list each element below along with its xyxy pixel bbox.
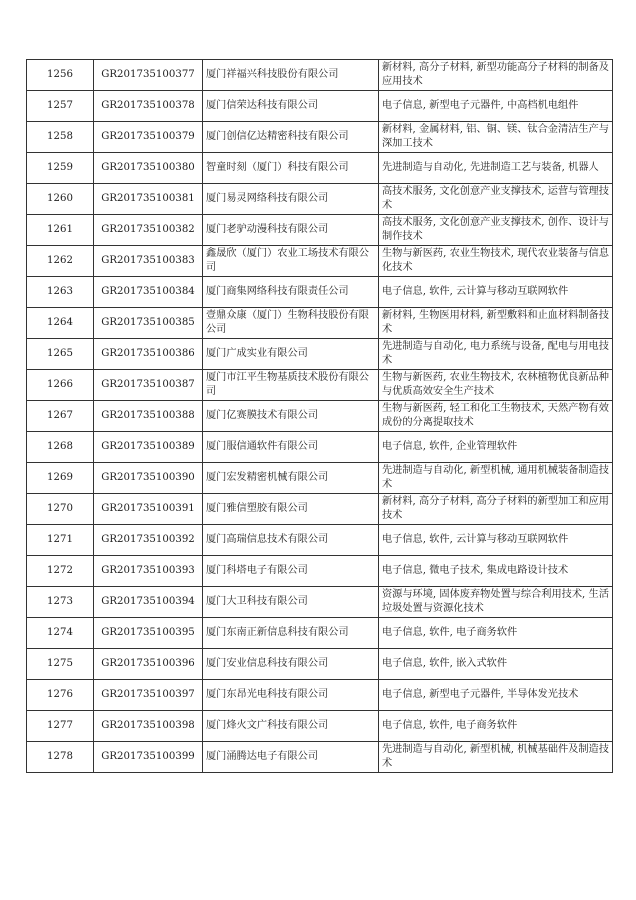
certificate-code: GR201735100382 <box>94 215 203 246</box>
row-number: 1266 <box>27 370 94 401</box>
table-row <box>27 742 613 773</box>
certificate-code: GR201735100384 <box>94 277 203 308</box>
company-name: 厦门雅信塑胶有限公司 <box>203 494 379 525</box>
row-number: 1269 <box>27 463 94 494</box>
company-name: 壹鼎众康（厦门）生物科技股份有限公司 <box>203 308 379 339</box>
certificate-code: GR201735100389 <box>94 432 203 463</box>
table-row <box>27 711 613 742</box>
company-name: 厦门易灵网络科技有限公司 <box>203 184 379 215</box>
company-name: 厦门服信通软件有限公司 <box>203 432 379 463</box>
company-name: 厦门老驴动漫科技有限公司 <box>203 215 379 246</box>
technology-field: 电子信息, 微电子技术, 集成电路设计技术 <box>379 556 613 587</box>
company-name: 厦门涌腾达电子有限公司 <box>203 742 379 773</box>
technology-field: 电子信息, 新型电子元器件, 半导体发光技术 <box>379 680 613 711</box>
technology-field: 电子信息, 软件, 云计算与移动互联网软件 <box>379 277 613 308</box>
certificate-code: GR201735100387 <box>94 370 203 401</box>
company-name: 厦门市江平生物基质技术股份有限公司 <box>203 370 379 401</box>
certificate-code: GR201735100397 <box>94 680 203 711</box>
table-row <box>27 91 613 122</box>
row-number: 1263 <box>27 277 94 308</box>
certificate-code: GR201735100391 <box>94 494 203 525</box>
row-number: 1278 <box>27 742 94 773</box>
company-name: 厦门高瑞信息技术有限公司 <box>203 525 379 556</box>
certificate-code: GR201735100378 <box>94 91 203 122</box>
company-name: 厦门安业信息科技有限公司 <box>203 649 379 680</box>
table-row <box>27 401 613 432</box>
table-row <box>27 432 613 463</box>
row-number: 1261 <box>27 215 94 246</box>
technology-field: 电子信息, 软件, 企业管理软件 <box>379 432 613 463</box>
table-row <box>27 370 613 401</box>
table-row <box>27 618 613 649</box>
certificate-code: GR201735100394 <box>94 587 203 618</box>
company-name: 厦门宏发精密机械有限公司 <box>203 463 379 494</box>
table-row <box>27 184 613 215</box>
technology-field: 生物与新医药, 农业生物技术, 农林植物优良新品种与优质高效安全生产技术 <box>379 370 613 401</box>
company-name: 厦门信荣达科技有限公司 <box>203 91 379 122</box>
technology-field: 高技术服务, 文化创意产业支撑技术, 运营与管理技术 <box>379 184 613 215</box>
certificate-code: GR201735100380 <box>94 153 203 184</box>
technology-field: 资源与环境, 固体废弃物处置与综合利用技术, 生活垃圾处置与资源化技术 <box>379 587 613 618</box>
company-name: 智童时刻（厦门）科技有限公司 <box>203 153 379 184</box>
company-name: 厦门商集网络科技有限责任公司 <box>203 277 379 308</box>
row-number: 1258 <box>27 122 94 153</box>
table-row <box>27 494 613 525</box>
technology-field: 先进制造与自动化, 新型机械, 机械基础件及制造技术 <box>379 742 613 773</box>
table-row <box>27 153 613 184</box>
technology-field: 先进制造与自动化, 新型机械, 通用机械装备制造技术 <box>379 463 613 494</box>
company-name: 厦门祥福兴科技股份有限公司 <box>203 60 379 91</box>
table-row <box>27 525 613 556</box>
table-row <box>27 463 613 494</box>
certificate-code: GR201735100398 <box>94 711 203 742</box>
row-number: 1257 <box>27 91 94 122</box>
technology-field: 生物与新医药, 轻工和化工生物技术, 天然产物有效成份的分离提取技术 <box>379 401 613 432</box>
technology-field: 生物与新医药, 农业生物技术, 现代农业装备与信息化技术 <box>379 246 613 277</box>
company-name: 厦门科塔电子有限公司 <box>203 556 379 587</box>
technology-field: 电子信息, 软件, 电子商务软件 <box>379 711 613 742</box>
certificate-code: GR201735100383 <box>94 246 203 277</box>
certificate-code: GR201735100379 <box>94 122 203 153</box>
row-number: 1275 <box>27 649 94 680</box>
certificate-code: GR201735100396 <box>94 649 203 680</box>
row-number: 1267 <box>27 401 94 432</box>
certificate-code: GR201735100385 <box>94 308 203 339</box>
technology-field: 先进制造与自动化, 电力系统与设备, 配电与用电技术 <box>379 339 613 370</box>
certificate-table-body <box>27 60 613 773</box>
table-row <box>27 122 613 153</box>
technology-field: 新材料, 高分子材料, 高分子材料的新型加工和应用技术 <box>379 494 613 525</box>
table-row <box>27 215 613 246</box>
certificate-code: GR201735100381 <box>94 184 203 215</box>
row-number: 1274 <box>27 618 94 649</box>
certificate-code: GR201735100388 <box>94 401 203 432</box>
table-row <box>27 339 613 370</box>
table-row <box>27 587 613 618</box>
company-name: 厦门大卫科技有限公司 <box>203 587 379 618</box>
certificate-code: GR201735100390 <box>94 463 203 494</box>
row-number: 1277 <box>27 711 94 742</box>
row-number: 1265 <box>27 339 94 370</box>
certificate-table <box>26 59 613 773</box>
row-number: 1276 <box>27 680 94 711</box>
table-row <box>27 649 613 680</box>
table-row <box>27 246 613 277</box>
company-name: 厦门东昂光电科技有限公司 <box>203 680 379 711</box>
technology-field: 电子信息, 软件, 嵌入式软件 <box>379 649 613 680</box>
technology-field: 电子信息, 软件, 电子商务软件 <box>379 618 613 649</box>
certificate-code: GR201735100395 <box>94 618 203 649</box>
technology-field: 电子信息, 新型电子元器件, 中高档机电组件 <box>379 91 613 122</box>
row-number: 1273 <box>27 587 94 618</box>
table-row <box>27 680 613 711</box>
technology-field: 高技术服务, 文化创意产业支撑技术, 创作、设计与制作技术 <box>379 215 613 246</box>
company-name: 厦门亿赛膜技术有限公司 <box>203 401 379 432</box>
technology-field: 新材料, 高分子材料, 新型功能高分子材料的制备及应用技术 <box>379 60 613 91</box>
company-name: 厦门烽火文广科技有限公司 <box>203 711 379 742</box>
certificate-code: GR201735100377 <box>94 60 203 91</box>
certificate-code: GR201735100399 <box>94 742 203 773</box>
row-number: 1262 <box>27 246 94 277</box>
row-number: 1259 <box>27 153 94 184</box>
row-number: 1264 <box>27 308 94 339</box>
row-number: 1272 <box>27 556 94 587</box>
row-number: 1260 <box>27 184 94 215</box>
certificate-code: GR201735100392 <box>94 525 203 556</box>
row-number: 1270 <box>27 494 94 525</box>
row-number: 1271 <box>27 525 94 556</box>
company-name: 厦门创信亿达精密科技有限公司 <box>203 122 379 153</box>
table-row <box>27 60 613 91</box>
technology-field: 先进制造与自动化, 先进制造工艺与装备, 机器人 <box>379 153 613 184</box>
certificate-code: GR201735100386 <box>94 339 203 370</box>
table-row <box>27 308 613 339</box>
row-number: 1256 <box>27 60 94 91</box>
company-name: 厦门东南正新信息科技有限公司 <box>203 618 379 649</box>
technology-field: 电子信息, 软件, 云计算与移动互联网软件 <box>379 525 613 556</box>
company-name: 厦门广成实业有限公司 <box>203 339 379 370</box>
row-number: 1268 <box>27 432 94 463</box>
table-row <box>27 556 613 587</box>
technology-field: 新材料, 金属材料, 铝、铜、镁、钛合金清洁生产与深加工技术 <box>379 122 613 153</box>
table-row <box>27 277 613 308</box>
company-name: 鑫晟欣（厦门）农业工场技术有限公司 <box>203 246 379 277</box>
technology-field: 新材料, 生物医用材料, 新型敷料和止血材料制备技术 <box>379 308 613 339</box>
certificate-code: GR201735100393 <box>94 556 203 587</box>
